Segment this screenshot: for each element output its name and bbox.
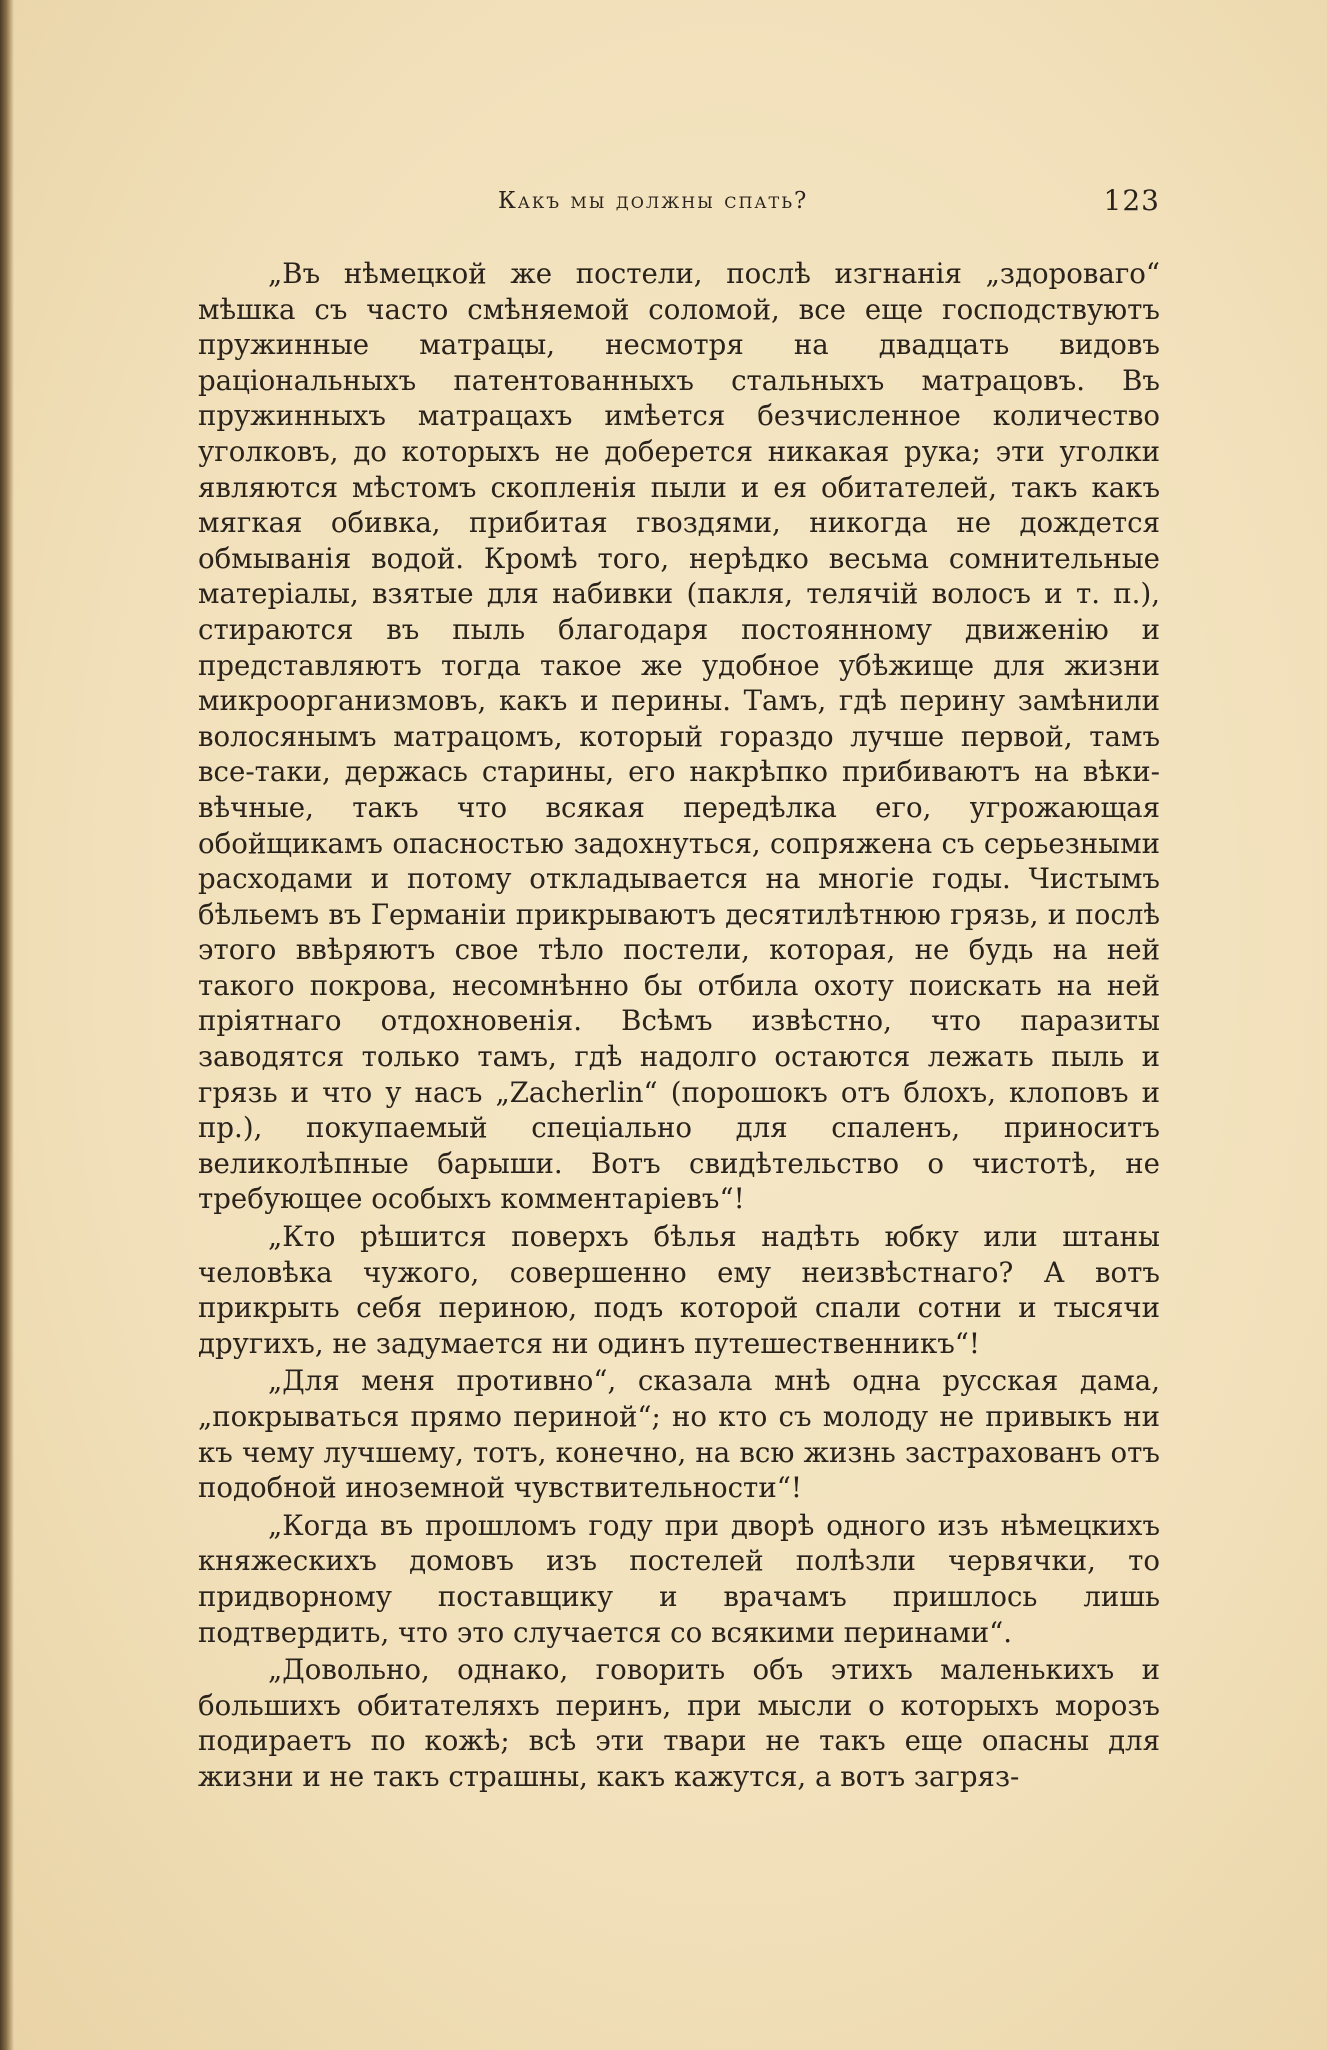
paragraph: „Кто рѣшится поверхъ бѣлья надѣть юбку или штаны человѣка чужого, совершенно ему неизвѣстнаго? А вотъ прикрыть себя периною, подъ которой спали сотни и тысячи другихъ, не задумается ни одинъ путешественникъ“! <box>198 1220 1160 1360</box>
paragraph: „Для меня противно“, сказала мнѣ одна русская дама, „покрываться прямо периной“; но кто съ молоду не привыкъ ни къ чему лучшему, тотъ, конечно, на всю жизнь застрахованъ отъ подобной иноземной чувствительности“! <box>198 1364 1160 1505</box>
paragraph: „Довольно, однако, говорить объ этихъ маленькихъ и большихъ обитателяхъ перинъ, при мысли о которыхъ морозъ подираетъ по кожѣ; всѣ эти твари не такъ еще опасны для жизни и не такъ страшны, какъ кажутся, а вотъ загряз- <box>198 1653 1160 1793</box>
page-spine-shadow <box>0 0 14 2050</box>
body-text <box>198 256 1160 1795</box>
page-number: 123 <box>1103 184 1160 217</box>
page-header <box>198 184 1160 224</box>
paragraph: „Въ нѣмецкой же постели, послѣ изгнанія „здороваго“ мѣшка съ часто смѣняемой соломой, все еще господствуютъ пружинные матрацы, несмотря на двадцать видовъ раціональныхъ патентованныхъ стальныхъ матрацовъ. Въ пружинныхъ матрацахъ имѣется безчисленное количество уголковъ, до которыхъ не доберется никакая рука; эти уголки являются мѣстомъ скопленія пыли и ея обитателей, такъ какъ мягкая обивка, прибитая гвоздями, никогда не дождется обмыванія водой. Кромѣ того, нерѣдко весьма сомнительные матеріалы, взятые для набивки (пакля, телячій волосъ и т. п.), стираются въ пыль благодаря постоянному движенію и представляютъ тогда такое же удобное убѣжище для жизни микроорганизмовъ, какъ и перины. Тамъ, гдѣ перину замѣнили волосянымъ матрацомъ, который гораздо лучше первой, тамъ все-таки, держась старины, его накрѣпко прибиваютъ на вѣки-вѣчные, такъ что всякая передѣлка его, угрожающая обойщикамъ опасностью задохнуться, сопряжена съ серьезными расходами и потому откладывается на многіе годы. Чистымъ бѣльемъ въ Германіи прикрываютъ десятилѣтнюю грязь, и послѣ этого ввѣряютъ свое тѣло постели, которая, не будь на ней такого покрова, несомнѣнно бы отбила охоту поискать на ней пріятнаго отдохновенія. Всѣмъ извѣстно, что паразиты заводятся только тамъ, гдѣ надолго остаются лежать пыль и грязь и что у насъ „Zacherlin“ (порошокъ отъ блохъ, клоповъ и пр.), покупаемый спеціально для спаленъ, приноситъ великолѣпные барыши. Вотъ свидѣтельство о чистотѣ, не требующее особыхъ комментаріевъ“! <box>198 257 1160 1216</box>
paragraph: „Когда въ прошломъ году при дворѣ одного изъ нѣмецкихъ княжескихъ домовъ изъ постелей полѣзли червячки, то придворному поставщику и врачамъ пришлось лишь подтвердить, что это случается со всякими перинами“. <box>198 1508 1160 1649</box>
running-head: Какъ мы должны спать? <box>498 188 809 214</box>
